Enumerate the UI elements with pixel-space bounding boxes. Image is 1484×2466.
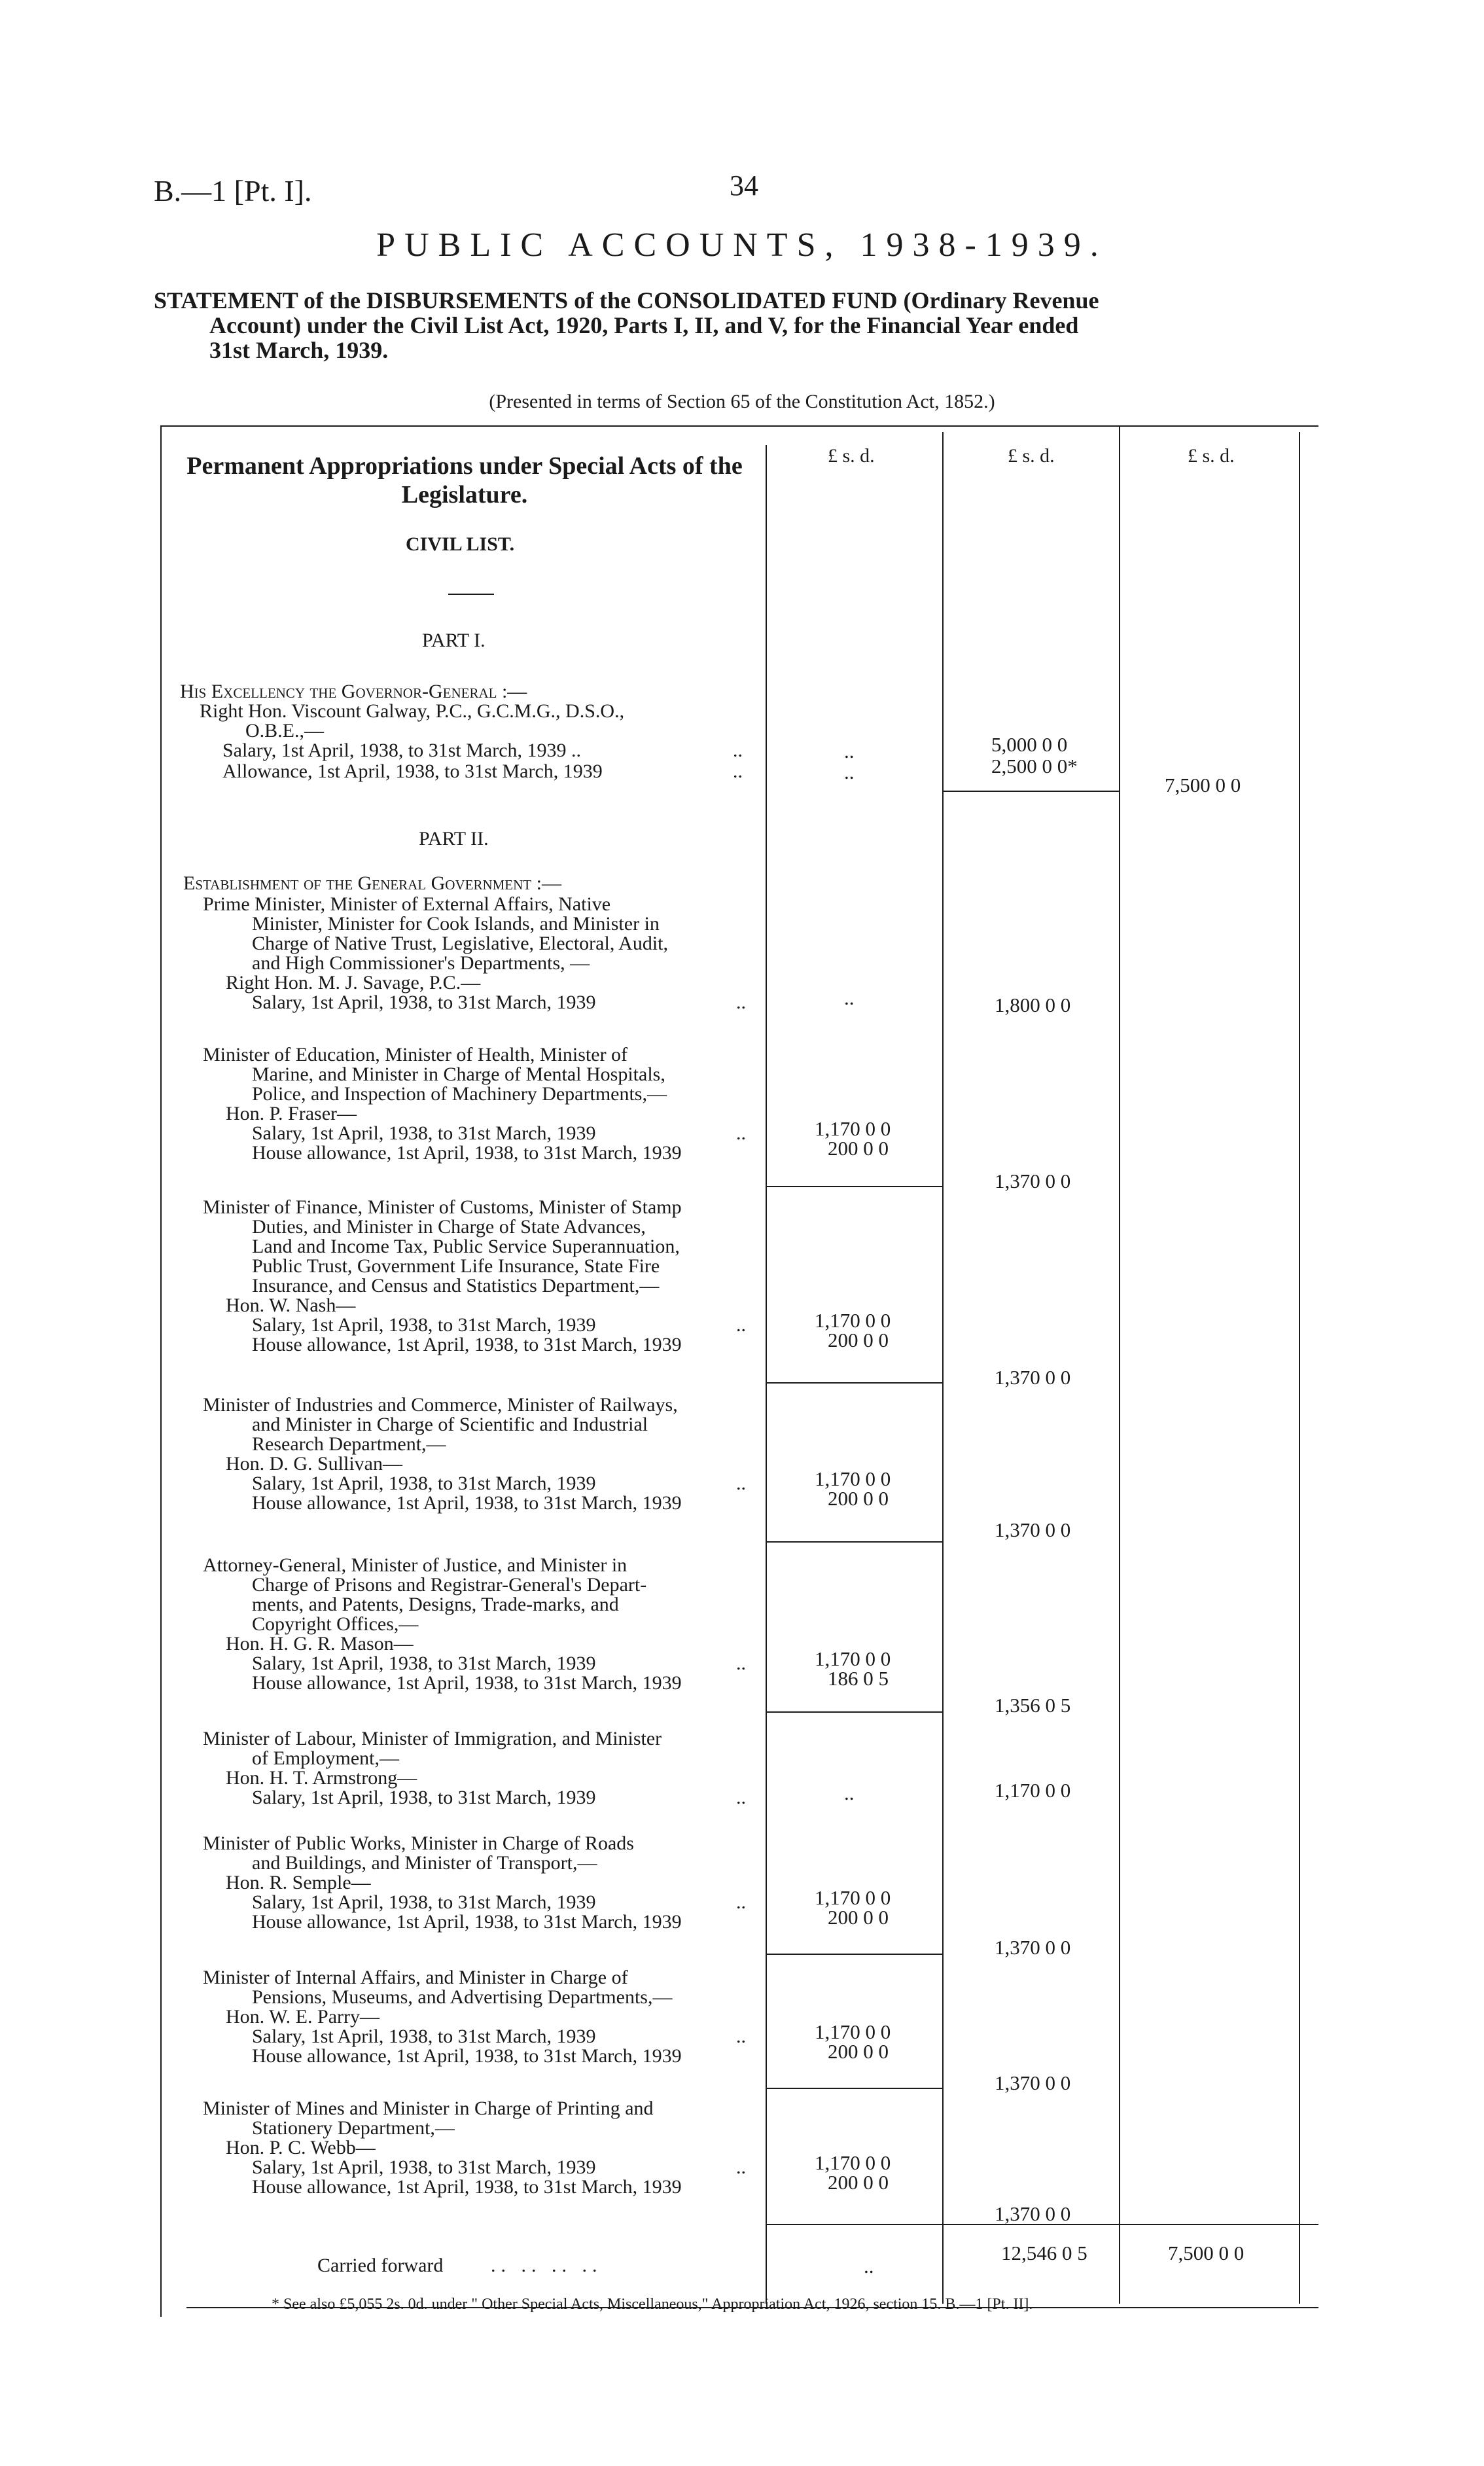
house-allowance-label: House allowance, 1st April, 1938, to 31st March, 1939 bbox=[252, 1911, 682, 1933]
minister-portfolio-line: Minister of Mines and Minister in Charge of Printing and bbox=[203, 2098, 654, 2119]
statement-title bbox=[154, 288, 1299, 363]
minister-portfolio-line: Minister, Minister for Cook Islands, and Minister in bbox=[252, 913, 660, 935]
table-top-rule bbox=[160, 425, 1318, 427]
house-allowance-label: House allowance, 1st April, 1938, to 31st March, 1939 bbox=[252, 1142, 682, 1164]
salary-amount: 1,170 0 0 bbox=[815, 1647, 891, 1670]
minister-portfolio-line: Minister of Public Works, Minister in Charge of Roads bbox=[203, 1832, 634, 1854]
carried-forward-col3: 7,500 0 0 bbox=[1168, 2242, 1245, 2264]
document-code: B.—1 [Pt. I]. bbox=[154, 174, 312, 207]
salary-dots: .. bbox=[736, 1787, 746, 1808]
salary-label: Salary, 1st April, 1938, to 31st March, 1939 bbox=[252, 2026, 596, 2047]
salary-label: Salary, 1st April, 1938, to 31st March, 1939 bbox=[252, 1473, 596, 1494]
carried-forward-col1: .. bbox=[864, 2255, 874, 2278]
minister-portfolio-line: Land and Income Tax, Public Service Superannuation, bbox=[252, 1236, 680, 1257]
governor-allowance-col1: .. bbox=[844, 760, 855, 783]
sullivan-subtotal-rule bbox=[766, 1541, 942, 1543]
column-divider-2 bbox=[942, 432, 944, 2304]
salary-label: Salary, 1st April, 1938, to 31st March, 1939 bbox=[252, 1787, 596, 1808]
footnote: * See also £5,055 2s. 0d. under " Other Special Acts, Miscellaneous," Appropriation Act, 1926, section 15. B.—1 [Pt. II]. bbox=[272, 2296, 1033, 2313]
house-allowance-amount: 200 0 0 bbox=[828, 2171, 889, 2194]
salary-dots: .. bbox=[736, 1891, 746, 1913]
minister-name: Hon. H. G. R. Mason— bbox=[226, 1633, 414, 1654]
minister-portfolio-line: Minister of Finance, Minister of Customs, Minister of Stamp bbox=[203, 1196, 682, 1218]
minister-portfolio-line: Duties, and Minister in Charge of State Advances, bbox=[252, 1216, 646, 1238]
establishment-heading: Establishment of the General Government :— bbox=[183, 872, 561, 894]
statement-line-3: 31st March, 1939. bbox=[209, 337, 389, 363]
salary-amount: .. bbox=[844, 1781, 855, 1804]
governor-salary-col1: .. bbox=[844, 740, 855, 762]
minister-name: Hon. D. G. Sullivan— bbox=[226, 1453, 402, 1474]
minister-portfolio-line: Minister of Industries and Commerce, Minister of Railways, bbox=[203, 1394, 678, 1416]
minister-name: Right Hon. M. J. Savage, P.C.— bbox=[226, 972, 481, 993]
column-divider-3 bbox=[1119, 425, 1120, 2304]
minister-portfolio-line: Stationery Department,— bbox=[252, 2117, 455, 2139]
minister-total: 1,370 0 0 bbox=[995, 1936, 1071, 1959]
column-3-units: £ s. d. bbox=[1188, 445, 1235, 467]
minister-name: Hon. R. Semple— bbox=[226, 1872, 371, 1893]
salary-dots: .. bbox=[736, 2026, 746, 2047]
governor-name-1: Right Hon. Viscount Galway, P.C., G.C.M.G., D.S.O., bbox=[200, 700, 625, 722]
house-allowance-amount: 200 0 0 bbox=[828, 1487, 889, 1510]
page-title: PUBLIC ACCOUNTS, 1938-1939. bbox=[376, 226, 1108, 264]
minister-portfolio-line: Pensions, Museums, and Advertising Departments,— bbox=[252, 1986, 673, 2008]
minister-portfolio-line: Minister of Education, Minister of Health, Minister of bbox=[203, 1044, 628, 1065]
salary-amount: 1,170 0 0 bbox=[815, 1886, 891, 1909]
column-2-units: £ s. d. bbox=[1008, 445, 1055, 467]
salary-label: Salary, 1st April, 1938, to 31st March, 1939 bbox=[252, 1122, 596, 1144]
salary-amount: .. bbox=[844, 986, 855, 1009]
column-divider-1 bbox=[766, 445, 767, 2304]
house-allowance-label: House allowance, 1st April, 1938, to 31st March, 1939 bbox=[252, 2176, 682, 2198]
house-allowance-label: House allowance, 1st April, 1938, to 31st March, 1939 bbox=[252, 1672, 682, 1694]
part-1-heading: PART I. bbox=[422, 630, 486, 651]
minister-portfolio-line: Charge of Prisons and Registrar-General's Depart- bbox=[252, 1574, 647, 1596]
minister-portfolio-line: Insurance, and Census and Statistics Department,— bbox=[252, 1275, 660, 1296]
governor-allowance-label: Allowance, 1st April, 1938, to 31st March, 1939 bbox=[222, 760, 603, 782]
governor-total: 7,500 0 0 bbox=[1165, 774, 1241, 796]
house-allowance-amount: 200 0 0 bbox=[828, 2040, 889, 2063]
minister-total: 1,370 0 0 bbox=[995, 1366, 1071, 1389]
minister-name: Hon. H. T. Armstrong— bbox=[226, 1767, 417, 1789]
minister-portfolio-line: and Minister in Charge of Scientific and Industrial bbox=[252, 1414, 648, 1435]
governor-salary-dots: .. bbox=[733, 740, 743, 761]
salary-label: Salary, 1st April, 1938, to 31st March, 1939 bbox=[252, 1653, 596, 1674]
column-1-units: £ s. d. bbox=[828, 445, 875, 467]
minister-portfolio-line: and Buildings, and Minister of Transport,— bbox=[252, 1852, 597, 1874]
house-allowance-label: House allowance, 1st April, 1938, to 31st March, 1939 bbox=[252, 1334, 682, 1355]
minister-portfolio-line: ments, and Patents, Designs, Trade-marks, and bbox=[252, 1594, 619, 1615]
minister-portfolio-line: Marine, and Minister in Charge of Mental Hospitals, bbox=[252, 1063, 665, 1085]
minister-portfolio-line: Copyright Offices,— bbox=[252, 1613, 419, 1635]
minister-name: Hon. P. Fraser— bbox=[226, 1103, 357, 1124]
minister-portfolio-line: Minister of Labour, Minister of Immigration, and Minister bbox=[203, 1728, 662, 1749]
salary-amount: 1,170 0 0 bbox=[815, 1467, 891, 1490]
house-allowance-label: House allowance, 1st April, 1938, to 31st March, 1939 bbox=[252, 1492, 682, 1514]
presented-note: (Presented in terms of Section 65 of the Constitution Act, 1852.) bbox=[489, 391, 995, 412]
salary-dots: .. bbox=[736, 2156, 746, 2178]
house-allowance-amount: 200 0 0 bbox=[828, 1906, 889, 1929]
minister-total: 1,370 0 0 bbox=[995, 1518, 1071, 1541]
salary-dots: .. bbox=[736, 1314, 746, 1336]
salary-dots: .. bbox=[736, 1653, 746, 1674]
minister-name: Hon. W. E. Parry— bbox=[226, 2006, 380, 2028]
carried-forward-label: Carried forward bbox=[317, 2255, 444, 2276]
house-allowance-amount: 186 0 5 bbox=[828, 1667, 889, 1690]
civil-list-heading: CIVIL LIST. bbox=[406, 533, 515, 555]
minister-total: 1,170 0 0 bbox=[995, 1779, 1071, 1802]
minister-total: 1,370 0 0 bbox=[995, 2071, 1071, 2094]
minister-total: 1,356 0 5 bbox=[995, 1694, 1071, 1717]
semple-subtotal-rule bbox=[766, 1954, 942, 1955]
table-left-rule bbox=[160, 425, 162, 2317]
salary-dots: .. bbox=[736, 992, 746, 1013]
salary-amount: 1,170 0 0 bbox=[815, 1309, 891, 1332]
minister-total: 1,370 0 0 bbox=[995, 2202, 1071, 2225]
salary-dots: .. bbox=[736, 1122, 746, 1144]
minister-portfolio-line: Police, and Inspection of Machinery Departments,— bbox=[252, 1083, 667, 1105]
house-allowance-label: House allowance, 1st April, 1938, to 31st March, 1939 bbox=[252, 2045, 682, 2067]
parry-subtotal-rule bbox=[766, 2088, 942, 2089]
governor-name-2: O.B.E.,— bbox=[245, 720, 324, 742]
table-heading: Permanent Appropriations under Special Acts of the Legislature. bbox=[186, 452, 743, 509]
minister-portfolio-line: Attorney-General, Minister of Justice, and Minister in bbox=[203, 1554, 627, 1576]
governor-salary-label: Salary, 1st April, 1938, to 31st March, 1939 .. bbox=[222, 740, 582, 761]
governor-subtotal-rule bbox=[942, 791, 1119, 792]
minister-portfolio-line: of Employment,— bbox=[252, 1747, 399, 1769]
minister-name: Hon. W. Nash— bbox=[226, 1295, 356, 1316]
governor-salary-amount: 5,000 0 0 bbox=[991, 733, 1068, 756]
mason-subtotal-rule bbox=[766, 1711, 942, 1713]
fraser-subtotal-rule bbox=[766, 1186, 942, 1187]
minister-portfolio-line: Research Department,— bbox=[252, 1433, 446, 1455]
minister-name: Hon. P. C. Webb— bbox=[226, 2137, 376, 2158]
carried-forward-dots: .. .. .. .. bbox=[491, 2255, 603, 2276]
minister-total: 1,370 0 0 bbox=[995, 1170, 1071, 1192]
house-allowance-amount: 200 0 0 bbox=[828, 1329, 889, 1351]
salary-label: Salary, 1st April, 1938, to 31st March, 1939 bbox=[252, 1314, 596, 1336]
salary-amount: 1,170 0 0 bbox=[815, 1117, 891, 1140]
minister-total: 1,800 0 0 bbox=[995, 993, 1071, 1016]
minister-portfolio-line: Public Trust, Government Life Insurance, State Fire bbox=[252, 1255, 660, 1277]
carried-forward-col2: 12,546 0 5 bbox=[1001, 2242, 1087, 2264]
salary-label: Salary, 1st April, 1938, to 31st March, 1939 bbox=[252, 2156, 596, 2178]
minister-portfolio-line: Minister of Internal Affairs, and Minister in Charge of bbox=[203, 1967, 628, 1988]
house-allowance-amount: 200 0 0 bbox=[828, 1137, 889, 1160]
column-divider-4 bbox=[1299, 432, 1300, 2304]
minister-portfolio-line: Charge of Native Trust, Legislative, Electoral, Audit, bbox=[252, 933, 669, 954]
statement-line-2: Account) under the Civil List Act, 1920, Parts I, II, and V, for the Financial Year ended bbox=[209, 312, 1079, 338]
salary-label: Salary, 1st April, 1938, to 31st March, 1939 bbox=[252, 1891, 596, 1913]
heading-separator bbox=[448, 594, 494, 595]
governor-heading: His Excellency the Governor-General :— bbox=[180, 681, 527, 702]
statement-line-1: STATEMENT of the DISBURSEMENTS of the CONSOLIDATED FUND (Ordinary Revenue bbox=[154, 287, 1099, 313]
part-2-heading: PART II. bbox=[419, 828, 489, 849]
minister-portfolio-line: and High Commissioner's Departments, — bbox=[252, 952, 590, 974]
page-number: 34 bbox=[730, 170, 758, 202]
salary-dots: .. bbox=[736, 1473, 746, 1494]
salary-amount: 1,170 0 0 bbox=[815, 2020, 891, 2043]
governor-allowance-amount: 2,500 0 0* bbox=[991, 755, 1078, 777]
salary-amount: 1,170 0 0 bbox=[815, 2151, 891, 2174]
nash-subtotal-rule bbox=[766, 1382, 942, 1384]
salary-label: Salary, 1st April, 1938, to 31st March, 1939 bbox=[252, 992, 596, 1013]
minister-portfolio-line: Prime Minister, Minister of External Affairs, Native bbox=[203, 893, 611, 915]
governor-allowance-dots: .. bbox=[733, 760, 743, 782]
